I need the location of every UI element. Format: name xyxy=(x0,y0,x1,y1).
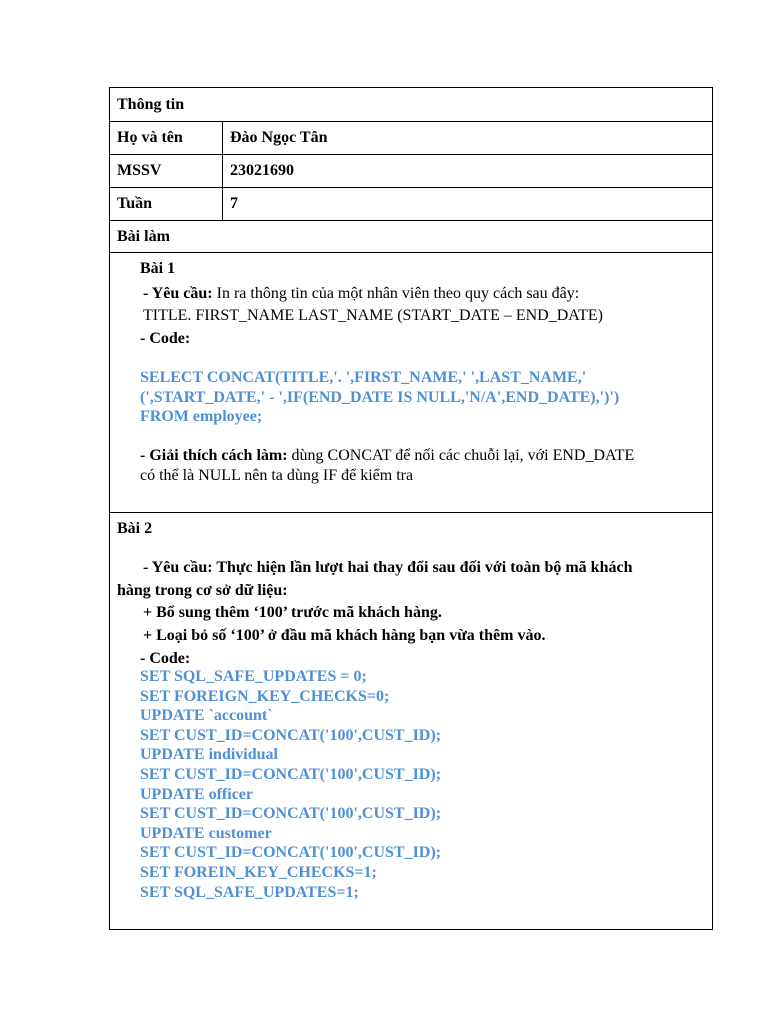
code-line: UPDATE officer xyxy=(140,786,253,803)
requirement-text: In ra thông tin của một nhân viên theo quy cách sau đây: xyxy=(212,285,580,302)
explanation-label: - Giải thích cách làm: xyxy=(140,447,288,464)
exercise-1-section xyxy=(110,253,712,513)
code-line: SET CUST_ID=CONCAT('100',CUST_ID); xyxy=(140,766,442,783)
requirement-item: + Bổ sung thêm ‘100’ trước mã khách hàng. xyxy=(143,604,442,621)
info-header-row xyxy=(110,88,712,122)
exercise-2-requirement: - Yêu cầu: Thực hiện lần lượt hai thay đổi sau đối với toàn bộ mã khách xyxy=(143,559,633,576)
code-line: SET CUST_ID=CONCAT('100',CUST_ID); xyxy=(140,805,442,822)
name-value: Đào Ngọc Tân xyxy=(230,129,328,146)
student-id-label: MSSV xyxy=(110,155,223,187)
report-table xyxy=(109,87,713,930)
code-line: SET SQL_SAFE_UPDATES=1; xyxy=(140,884,359,901)
name-row xyxy=(110,122,712,155)
student-id-row xyxy=(110,155,712,188)
student-id-value: 23021690 xyxy=(230,162,294,179)
code-line: SET CUST_ID=CONCAT('100',CUST_ID); xyxy=(140,727,442,744)
code-line: SET CUST_ID=CONCAT('100',CUST_ID); xyxy=(140,844,442,861)
work-header: Bài làm xyxy=(117,228,170,245)
name-label: Họ và tên xyxy=(110,122,223,154)
exercise-1-title: Bài 1 xyxy=(140,260,176,277)
week-row xyxy=(110,188,712,221)
code-line: SET FOREIGN_KEY_CHECKS=0; xyxy=(140,688,390,705)
exercise-2-code-label: - Code: xyxy=(140,650,191,667)
code-line: SET SQL_SAFE_UPDATES = 0; xyxy=(140,668,367,685)
exercise-1-code-label: - Code: xyxy=(140,330,191,347)
explanation-text: dùng CONCAT để nối các chuỗi lại, với END_DATE xyxy=(287,447,635,464)
info-header: Thông tin xyxy=(117,96,185,113)
week-value: 7 xyxy=(230,195,238,212)
code-line: UPDATE customer xyxy=(140,825,272,842)
exercise-1-format: TITLE. FIRST_NAME LAST_NAME (START_DATE – END_DATE) xyxy=(143,307,603,324)
exercise-1-explanation-cont: có thể là NULL nên ta dùng IF để kiểm tra xyxy=(140,467,414,484)
code-line: UPDATE `account` xyxy=(140,707,273,724)
code-line: SELECT CONCAT(TITLE,'. ',FIRST_NAME,' ',LAST_NAME,' xyxy=(140,369,587,386)
exercise-2-requirement-cont: hàng trong cơ sở dữ liệu: xyxy=(117,582,288,599)
exercise-1-requirement xyxy=(143,284,579,304)
work-header-row xyxy=(110,221,712,253)
week-label: Tuần xyxy=(110,188,223,220)
code-line: FROM employee; xyxy=(140,408,263,425)
exercise-2-title: Bài 2 xyxy=(117,520,153,537)
requirement-label: - Yêu cầu: xyxy=(143,285,213,302)
exercise-2-section xyxy=(110,513,712,929)
exercise-1-explanation xyxy=(140,446,634,466)
code-line: UPDATE individual xyxy=(140,746,278,763)
code-line: SET FOREIN_KEY_CHECKS=1; xyxy=(140,864,377,881)
code-line: (',START_DATE,' - ',IF(END_DATE IS NULL,'N/A',END_DATE),')') xyxy=(140,389,620,406)
requirement-item: + Loại bỏ số ‘100’ ở đầu mã khách hàng bạn vừa thêm vào. xyxy=(143,627,546,644)
